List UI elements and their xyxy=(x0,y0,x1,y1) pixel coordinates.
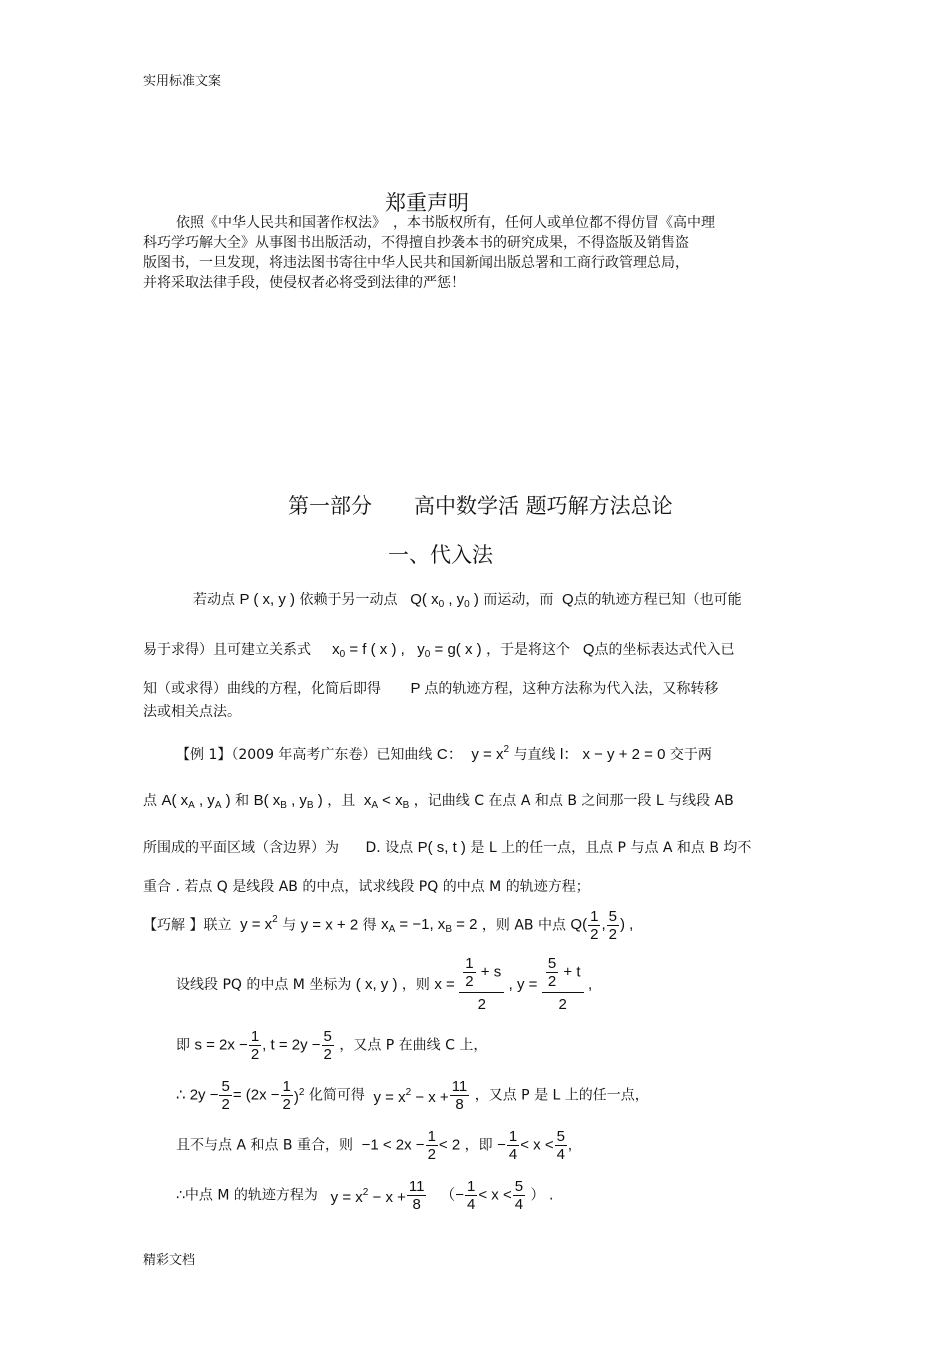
point-q-expr: Q( $x_0$ , $y_0$ ) xyxy=(401,591,479,610)
intro-line-1: 若动点 P ( x, y ) 依赖于另一动点 Q( $x_0$ , $y_0$ ) 而运动，而 Q点的轨迹方程已知（也可能 xyxy=(193,591,742,610)
example-line-4: 重合 . 若点 Q 是线段 AB 的中点，试求线段 PQ 的中点 M 的轨迹方程； xyxy=(143,879,590,895)
page-footer: 精彩文档 xyxy=(143,1253,196,1268)
solution-line-2: 设线段 PQ 的中点 M 坐标为 ( x, y ) ，则 x = $\frac{1}{2}$ + s 2 , y = $\frac{5}{2}$ + t 2 , xyxy=(176,955,593,1013)
example-line-3: 所围成的平面区域（含边界）为 D. 设点 P( s, t ) 是 L 上的任一点，且点 P 与点 A 和点 B 均不 xyxy=(143,839,752,856)
intro-line-4: 法或相关点法。 xyxy=(143,704,241,720)
example-line-1: 【例 1】（2009 年高考广东卷）已知曲线 C： $y = x^2$ 与直线 l： x − y + 2 = 0 交于两 xyxy=(176,744,712,763)
part-title: 第一部分 高中数学活 题巧解方法总论 xyxy=(288,494,673,518)
solution-line-4: ∴ 2y − $\frac{5}{2}$ = (2x − $\frac{1}{2}$ )$^2$ 化简可得 $y = x^2 - x$ + $\frac{11}{8}$ ，又点 P 是 L 上的任一点， xyxy=(176,1078,649,1113)
relation-expr: $x_0 = f$ ( x ) , $y_0 = g$( x ) xyxy=(315,641,482,660)
section-title: 一、代入法 xyxy=(388,543,493,567)
intro-line-2: 易于求得）且可建立关系式 $x_0 = f$ ( x ) , $y_0 = g$( x ) ，于是将这个 Q点的坐标表达式代入已 xyxy=(143,641,735,660)
intro-line-3: 知（或求得）曲线的方程，化简后即得 P 点的轨迹方程，这种方法称为代入法，又称转移 xyxy=(143,680,719,697)
declaration-line-4: 并将采取法律手段，使侵权者必将受到法律的严惩！ xyxy=(143,275,465,291)
solution-line-5: 且不与点 A 和点 B 重合，则 −1 < 2x − $\frac{1}{2}$ < 2 ，即 − $\frac{1}{4}$ < x < $\frac{5}{4}$ , xyxy=(176,1128,573,1163)
page-header: 实用标准文案 xyxy=(143,74,222,89)
declaration-line-2: 科巧学巧解大全》从事图书出版活动，不得擅自抄袭本书的研究成果，不得盗版及销售盗 xyxy=(143,235,689,251)
solution-line-1: 【巧解 】联立 $y = x^2$ 与 y = x + 2 得 $x_A = -1$, $x_B = 2$ ，则 AB 中点 Q( $\frac{1}{2}$ , $\frac{5}{2}$ ) , xyxy=(143,908,634,943)
point-p-expr: P ( x, y ) xyxy=(239,591,296,608)
solution-line-3: 即 s = 2x − $\frac{1}{2}$ , t = 2y − $\frac{5}{2}$ ，又点 P 在曲线 C 上， xyxy=(176,1028,488,1063)
declaration-line-1: 依照《中华人民共和国著作权法》 ，本书版权所有，任何人或单位都不得仿冒《高中理 xyxy=(176,215,715,231)
example-line-2: 点 A( $x_A$ , $y_A$ ) 和 B( $x_B$ , $y_B$ ) ，且 $x_A < x_B$ ，记曲线 C 在点 A 和点 B 之间那一段 L 与线段 AB xyxy=(143,792,734,811)
declaration-title: 郑重声明 xyxy=(385,191,469,215)
solution-line-6: ∴中点 M 的轨迹方程为 $y = x^2 - x$ + $\frac{11}{8}$ （− $\frac{1}{4}$ < x < $\frac{5}{4}$ ） . xyxy=(176,1178,554,1213)
declaration-line-3: 版图书，一旦发现，将违法图书寄往中华人民共和国新闻出版总署和工商行政管理总局， xyxy=(143,255,689,271)
